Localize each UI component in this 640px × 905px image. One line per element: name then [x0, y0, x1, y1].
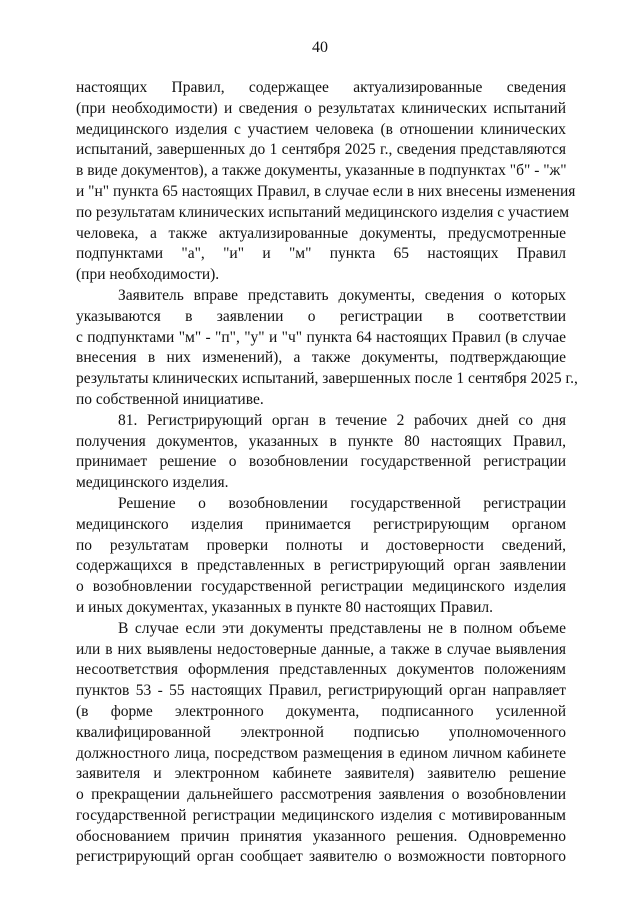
- paragraph: [76, 78, 576, 286]
- text-line: В случае если эти документы представлены не в полном объеме: [118, 619, 566, 637]
- text-line: с подпунктами "м" - "п", "у" и "ч" пункта 64 настоящих Правил (в случае: [76, 328, 566, 346]
- page-number: 40: [312, 39, 328, 56]
- text-line: должностного лица, посредством размещения в едином личном кабинете: [76, 744, 566, 762]
- text-line: регистрирующий орган сообщает заявителю о возможности повторного: [76, 848, 566, 866]
- paragraph: [76, 494, 566, 619]
- text-line: о прекращении дальнейшего рассмотрения заявления о возобновлении: [76, 786, 566, 804]
- text-line: несоответствия оформления представленных документов положениям: [76, 661, 566, 679]
- text-line: или в них выявлены недостоверные данные, а также в случае выявления: [76, 640, 566, 658]
- text-line: (при необходимости).: [76, 266, 220, 284]
- text-line: заявителя и электронном кабинете заявителя) заявителю решение: [76, 765, 566, 783]
- text-line: медицинского изделия.: [76, 474, 229, 492]
- text-line: медицинского изделия принимается регистрирующим органом: [76, 515, 566, 533]
- text-line: государственной регистрации медицинского изделия с мотивированным: [76, 806, 566, 824]
- text-line: квалифицированной электронной подписью уполномоченного: [76, 723, 566, 741]
- text-line: медицинского изделия с участием человека (в отношении клинических: [76, 120, 566, 138]
- text-line: испытаний, завершенных до 1 сентября 2025 г., сведения представляются: [76, 141, 566, 159]
- text-line: по собственной инициативе.: [76, 390, 264, 408]
- text-line: содержащихся в представленных в регистрирующий орган заявлении: [76, 557, 566, 575]
- text-line: по результатам клинических испытаний медицинского изделия с участием: [76, 203, 570, 221]
- text-line: о возобновлении государственной регистрации медицинского изделия: [76, 578, 566, 596]
- text-line: (при необходимости) и сведения о результатах клинических испытаний: [76, 99, 566, 117]
- paragraph: [76, 411, 566, 494]
- text-line: 81. Регистрирующий орган в течение 2 рабочих дней со дня: [118, 411, 566, 429]
- text-line: Заявитель вправе представить документы, сведения о которых: [118, 286, 566, 304]
- text-line: принимает решение о возобновлении государственной регистрации: [76, 453, 566, 471]
- paragraph: [76, 619, 566, 869]
- text-line: и иных документах, указанных в пункте 80 настоящих Правил.: [76, 598, 494, 616]
- text-line: человека, а также актуализированные документы, предусмотренные: [76, 224, 566, 242]
- text-line: внесения в них изменений), а также документы, подтверждающие: [76, 349, 566, 367]
- text-line: обоснованием причин принятия указанного решения. Одновременно: [76, 827, 566, 845]
- text-line: указываются в заявлении о регистрации в соответствии: [76, 307, 566, 325]
- text-line: подпунктами "а", "и" и "м" пункта 65 настоящих Правил: [76, 245, 566, 263]
- text-line: результаты клинических испытаний, завершенных после 1 сентября 2025 г.,: [76, 370, 578, 388]
- text-line: и "н" пункта 65 настоящих Правил, в случае если в них внесены изменения: [76, 182, 576, 200]
- text-line: Решение о возобновлении государственной регистрации: [118, 494, 566, 512]
- document-body: [76, 78, 578, 868]
- text-line: пунктов 53 - 55 настоящих Правил, регистрирующий орган направляет: [76, 682, 566, 700]
- paragraph: [76, 286, 578, 411]
- text-line: по результатам проверки полноты и достоверности сведений,: [76, 536, 566, 554]
- text-line: в виде документов), а также документы, указанные в подпунктах "б" - "ж": [76, 162, 567, 180]
- text-line: настоящих Правил, содержащее актуализированные сведения: [76, 79, 566, 96]
- text-line: (в форме электронного документа, подписанного усиленной: [76, 702, 566, 720]
- text-line: получения документов, указанных в пункте 80 настоящих Правил,: [76, 432, 566, 450]
